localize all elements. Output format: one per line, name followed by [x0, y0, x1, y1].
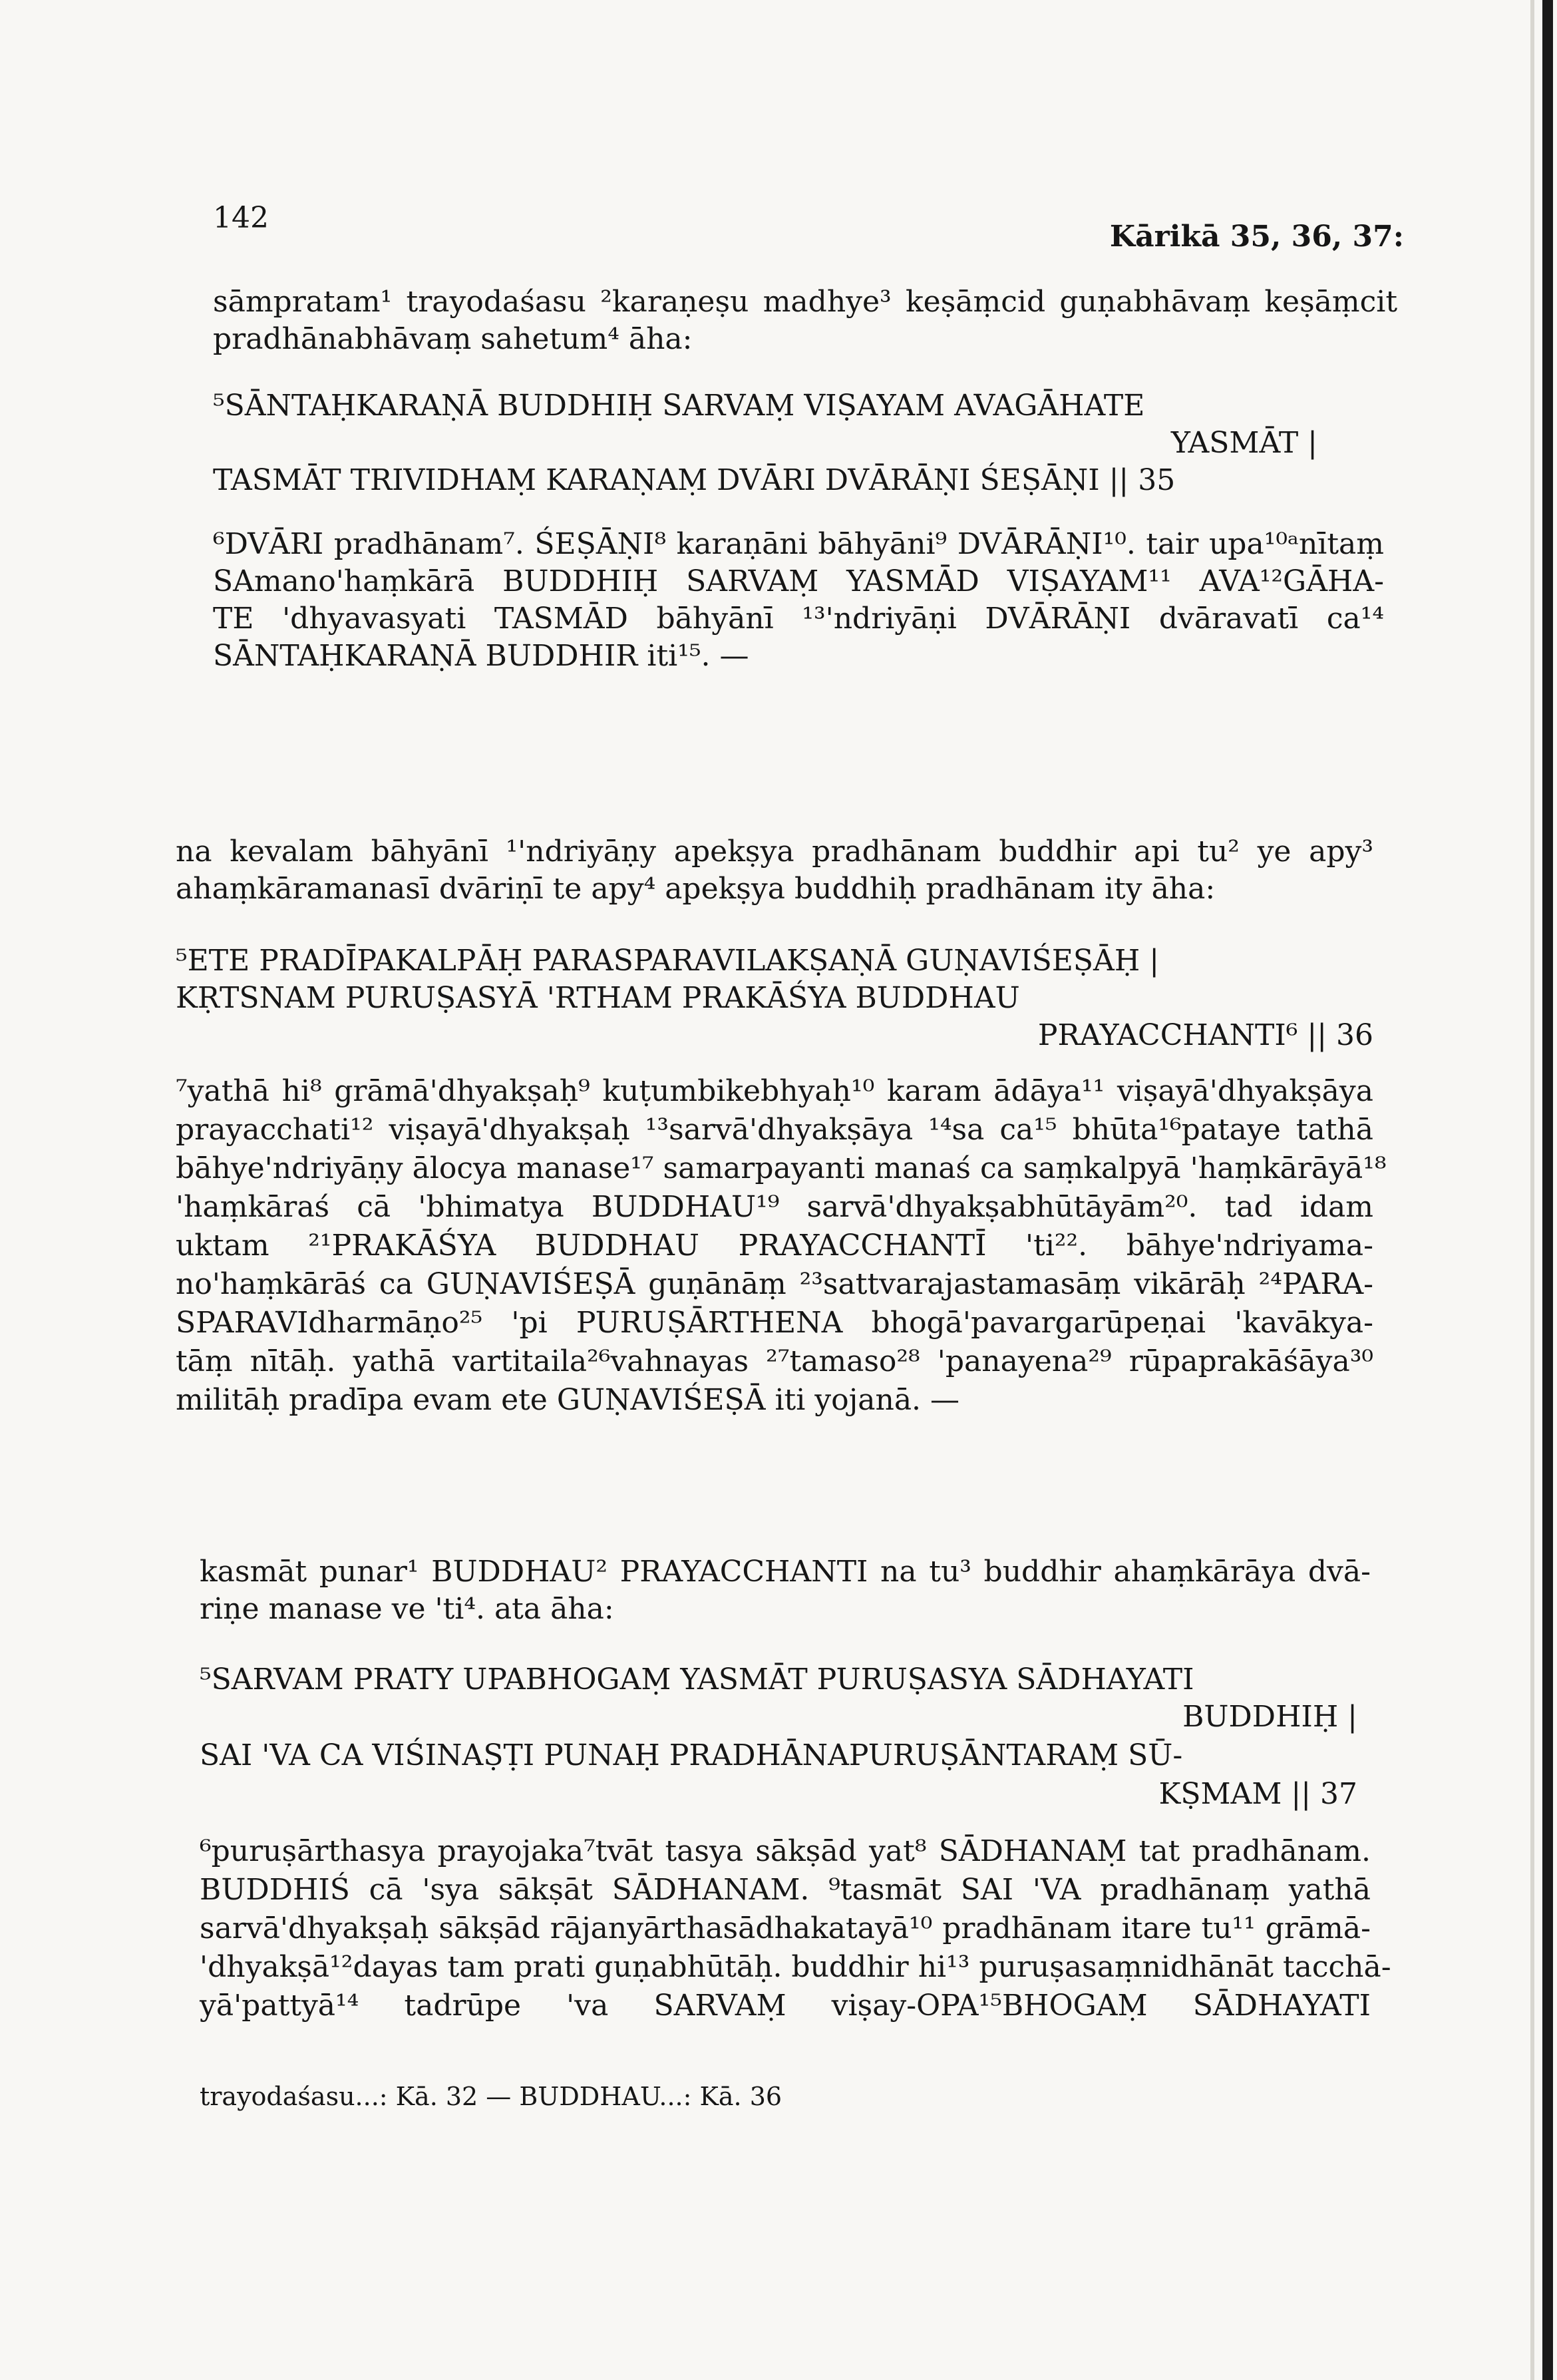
intro-line: sāmpratam¹ trayodaśasu ²karaṇeṣu madhye³ keṣāṃcid guṇabhāvaṃ keṣāṃcit [213, 285, 1397, 319]
verse-line: ⁵SARVAM PRATY UPABHOGAṂ YASMĀT PURUṢASYA SĀDHAYATI [200, 1663, 1194, 1696]
commentary-line: 'dhyakṣā¹²dayas tam prati guṇabhūtāḥ. buddhir hi¹³ puruṣasaṃnidhānāt tacchā- [200, 1950, 1391, 1984]
commentary-line: prayacchati¹² viṣayā'dhyakṣaḥ ¹³sarvā'dhyakṣāya ¹⁴sa ca¹⁵ bhūta¹⁶pataye tathā [176, 1113, 1373, 1147]
verse-line: ⁵ETE PRADĪPAKALPĀḤ PARASPARAVILAKṢAṆĀ GUṆAVIŚEṢĀḤ | [176, 944, 1160, 978]
verse-line: PRAYACCHANTI⁶ || 36 [1037, 1018, 1373, 1052]
scan-edge-bar [1542, 0, 1553, 2380]
verse-line: YASMĀT | [1170, 426, 1317, 460]
verse-line: KṚTSNAM PURUṢASYĀ 'RTHAM PRAKĀŚYA BUDDHAU [176, 981, 1020, 1015]
commentary-line: BUDDHIŚ cā 'sya sākṣāt SĀDHANAM. ⁹tasmāt SAI 'VA pradhānaṃ yathā [200, 1873, 1371, 1907]
verse-line: SAI 'VA CA VIŚINAṢṬI PUNAḤ PRADHĀNAPURUṢĀNTARAṂ SŪ- [200, 1738, 1183, 1772]
page-number: 142 [213, 201, 269, 235]
commentary-line: militāḥ pradīpa evam ete GUṆAVIŚEṢĀ iti yojanā. — [176, 1383, 960, 1417]
commentary-line: no'haṃkārāś ca GUṆAVIŚEṢĀ guṇānāṃ ²³sattvarajastamasāṃ vikārāḥ ²⁴PARA- [176, 1267, 1373, 1301]
running-title: Kārikā 35, 36, 37: [1109, 220, 1404, 254]
commentary-line: sarvā'dhyakṣaḥ sākṣād rājanyārthasādhakatayā¹⁰ pradhānam itare tu¹¹ grāmā- [200, 1911, 1371, 1945]
commentary-line: TE 'dhyavasyati TASMĀD bāhyānī ¹³'ndriyāṇi DVĀRĀṆI dvāravatī ca¹⁴ [213, 602, 1384, 636]
commentary-line: ⁶DVĀRI pradhānam⁷. ŚEṢĀṆI⁸ karaṇāni bāhyāni⁹ DVĀRĀṆI¹⁰. tair upa¹⁰ᵃnītaṃ [213, 527, 1384, 561]
intro-line: na kevalam bāhyānī ¹'ndriyāṇy apekṣya pradhānam buddhir api tu² ye apy³ [176, 835, 1373, 869]
commentary-line: 'haṃkāraś cā 'bhimatya BUDDHAU¹⁹ sarvā'dhyakṣabhūtāyām²⁰. tad idam [176, 1190, 1373, 1224]
verse-line: TASMĀT TRIVIDHAṂ KARAṆAṂ DVĀRI DVĀRĀṆI ŚEṢĀṆI || 35 [213, 463, 1176, 497]
scan-edge-shadow [1530, 0, 1534, 2380]
intro-line: pradhānabhāvaṃ sahetum⁴ āha: [213, 322, 693, 356]
intro-line: kasmāt punar¹ BUDDHAU² PRAYACCHANTI na tu³ buddhir ahaṃkārāya dvā- [200, 1555, 1371, 1589]
commentary-line: ⁷yathā hi⁸ grāmā'dhyakṣaḥ⁹ kuṭumbikebhyaḥ¹⁰ karam ādāya¹¹ viṣayā'dhyakṣāya [176, 1074, 1373, 1108]
footnote: trayodaśasu...: Kā. 32 — BUDDHAU...: Kā. 36 [200, 2082, 782, 2111]
commentary-line: yā'pattyā¹⁴ tadrūpe 'va SARVAṂ viṣay-OPA¹⁵BHOGAṂ SĀDHAYATI [200, 1989, 1371, 2023]
commentary-line: ⁶puruṣārthasya prayojaka⁷tvāt tasya sākṣād yat⁸ SĀDHANAṂ tat pradhānam. [200, 1834, 1371, 1868]
verse-line: ⁵SĀNTAḤKARAṆĀ BUDDHIḤ SARVAṂ VIṢAYAM AVAGĀHATE [213, 389, 1145, 423]
intro-line: riṇe manase ve 'ti⁴. ata āha: [200, 1592, 614, 1626]
commentary-line: SPARAVIdharmāṇo²⁵ 'pi PURUṢĀRTHENA bhogā'pavargarūpeṇai 'kavākya- [176, 1306, 1373, 1340]
intro-line: ahaṃkāramanasī dvāriṇī te apy⁴ apekṣya buddhiḥ pradhānam ity āha: [176, 872, 1216, 906]
verse-line: KṢMAM || 37 [1158, 1777, 1357, 1811]
commentary-line: SAmano'haṃkārā BUDDHIḤ SARVAṂ YASMĀD VIṢAYAM¹¹ AVA¹²GĀHA- [213, 564, 1384, 598]
commentary-line: bāhye'ndriyāṇy ālocya manase¹⁷ samarpayanti manaś ca saṃkalpyā 'haṃkārāyā¹⁸ [176, 1151, 1387, 1185]
commentary-line: SĀNTAḤKARAṆĀ BUDDHIR iti¹⁵. — [213, 639, 749, 673]
commentary-line: tāṃ nītāḥ. yathā vartitaila²⁶vahnayas ²⁷tamaso²⁸ 'panayena²⁹ rūpaprakāśāya³⁰ [176, 1344, 1373, 1378]
verse-line: BUDDHIḤ | [1182, 1700, 1357, 1734]
commentary-line: uktam ²¹PRAKĀŚYA BUDDHAU PRAYACCHANTĪ 'ti²². bāhye'ndriyama- [176, 1229, 1373, 1263]
